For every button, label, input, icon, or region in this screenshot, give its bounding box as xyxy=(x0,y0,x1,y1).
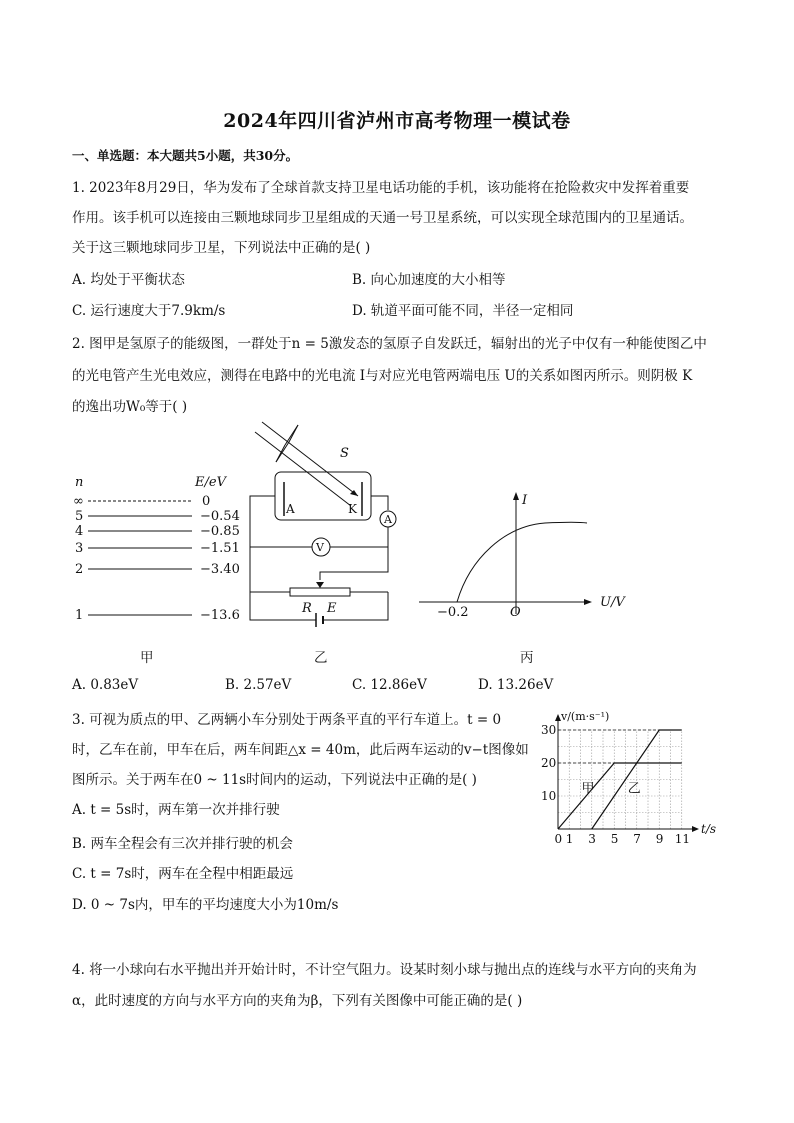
y-axis-label: v/(m·s⁻¹) xyxy=(561,710,610,723)
caption-yi: 乙 xyxy=(314,650,328,666)
q2-option-c: C. 12.86eV xyxy=(352,677,427,693)
svg-text:0: 0 xyxy=(202,494,211,509)
y-tick-label: 30 xyxy=(541,723,557,737)
caption-jia: 甲 xyxy=(140,650,154,666)
x-tick-label: 3 xyxy=(588,832,596,846)
voltmeter-label: V xyxy=(316,541,324,554)
q4-line: α，此时速度的方向与水平方向的夹角为β，下列有关图像中可能正确的是( ) xyxy=(72,993,523,1009)
q2-line: 的光电管产生光电效应，测得在电路中的光电流 I与对应光电管两端电压 U的关系如图丙所示。则阴极 K xyxy=(72,368,693,384)
x-tick-label: 1 xyxy=(565,832,574,846)
q3-line: 3. 可视为质点的甲、乙两辆小车分别处于两条平直的平行车道上。t = 0 xyxy=(72,712,502,728)
svg-text:−1.51: −1.51 xyxy=(200,541,240,556)
svg-text:−13.6: −13.6 xyxy=(200,608,240,623)
e-header: E/eV xyxy=(195,475,226,490)
svg-text:−0.54: −0.54 xyxy=(200,509,240,524)
q3-line: 时，乙车在前，甲车在后，两车间距△x = 40m，此后两车运动的v−t图像如 xyxy=(72,742,529,758)
label-E: E xyxy=(327,601,337,616)
series-label-yi: 乙 xyxy=(627,781,641,797)
q2-line: 2. 图甲是氢原子的能级图，一群处于n = 5激发态的氢原子自发跃迁，辐射出的光子中仅有一种能使图乙中 xyxy=(72,336,707,352)
q2-option-d: D. 13.26eV xyxy=(478,677,554,693)
series-label-jia: 甲 xyxy=(581,781,595,797)
vt-grid xyxy=(558,730,682,829)
x-tick-label: 0 xyxy=(554,832,563,846)
caption-bing: 丙 xyxy=(520,650,534,666)
level-2 xyxy=(75,562,240,577)
q3-option-d: D. 0 ~ 7s内，甲车的平均速度大小为10m/s xyxy=(72,897,339,913)
q1-line: 作用。该手机可以连接由三颗地球同步卫星组成的天通一号卫星系统，可以实现全球范围内的卫星通话。 xyxy=(72,210,693,226)
y-tick-label: 20 xyxy=(541,756,557,770)
rheostat xyxy=(290,588,350,596)
q1-line: 1. 2023年8月29日，华为发布了全球首款支持卫星电话功能的手机，该功能将在抢险救灾中发挥着重要 xyxy=(72,180,690,196)
iu-graph xyxy=(415,488,635,620)
iu-curve xyxy=(457,522,587,602)
q2-option-a: A. 0.83eV xyxy=(72,677,139,693)
label-anode: A xyxy=(286,502,295,516)
svg-text:∞: ∞ xyxy=(73,494,84,509)
q3-option-c: C. t = 7s时，两车在全程中相距最远 xyxy=(72,866,294,882)
level-inf xyxy=(73,494,210,509)
light-beam xyxy=(255,422,358,506)
label-R: R xyxy=(302,601,312,616)
level-4 xyxy=(75,524,240,539)
x-tick-label: 9 xyxy=(655,832,664,846)
page-title: 2024年四川省泸州市高考物理一模试卷 xyxy=(223,110,571,132)
y-tick-label: 10 xyxy=(541,789,557,803)
level-3 xyxy=(75,541,240,556)
svg-text:4: 4 xyxy=(75,524,84,539)
i-axis-label: I xyxy=(522,493,528,508)
section-heading: 一、单选题：本大题共5小题，共30分。 xyxy=(72,148,299,163)
vt-chart xyxy=(528,700,728,850)
vt-axes xyxy=(555,714,699,832)
svg-text:−3.40: −3.40 xyxy=(200,562,240,577)
q1-option-b: B. 向心加速度的大小相等 xyxy=(352,272,506,288)
origin-label: O xyxy=(510,605,521,620)
label-S: S xyxy=(340,446,349,461)
x-axis-label: t/s xyxy=(701,822,717,836)
u-axis-label: U/V xyxy=(600,595,625,610)
q1-option-d: D. 轨道平面可能不同，半径一定相同 xyxy=(352,303,574,319)
q3-option-b: B. 两车全程会有三次并排行驶的机会 xyxy=(72,836,294,852)
svg-text:5: 5 xyxy=(75,509,84,524)
x-tick-label: 7 xyxy=(633,832,641,846)
svg-text:3: 3 xyxy=(75,541,84,556)
energy-level-diagram xyxy=(70,472,250,632)
q2-line: 的逸出功W₀等于( ) xyxy=(72,399,188,415)
x-tick-label: 11 xyxy=(674,832,691,846)
level-1 xyxy=(75,608,240,623)
q3-option-a: A. t = 5s时，两车第一次并排行驶 xyxy=(72,802,280,818)
x-tick-label: 5 xyxy=(610,832,619,846)
svg-text:−0.85: −0.85 xyxy=(200,524,240,539)
svg-text:2: 2 xyxy=(75,562,84,577)
q3-line: 图所示。关于两车在0 ~ 11s时间内的运动，下列说法中正确的是( ) xyxy=(72,772,477,788)
q2-option-b: B. 2.57eV xyxy=(225,677,292,693)
q4-line: 4. 将一小球向右水平抛出并开始计时，不计空气阻力。设某时刻小球与抛出点的连线与水平方向的夹角为 xyxy=(72,962,697,978)
vt-labels xyxy=(541,710,716,846)
x-axis-arrow xyxy=(692,826,699,832)
label-cathode: K xyxy=(348,502,357,516)
q1-option-c: C. 运行速度大于7.9km/s xyxy=(72,303,226,319)
stop-voltage-label: −0.2 xyxy=(437,605,469,620)
level-5 xyxy=(75,509,240,524)
ammeter-label: A xyxy=(384,513,392,526)
n-header: n xyxy=(75,475,84,490)
svg-text:1: 1 xyxy=(75,608,84,623)
photoelectric-circuit xyxy=(240,420,410,635)
q1-line: 关于这三颗地球同步卫星，下列说法中正确的是( ) xyxy=(72,240,371,256)
q1-option-a: A. 均处于平衡状态 xyxy=(72,272,185,288)
